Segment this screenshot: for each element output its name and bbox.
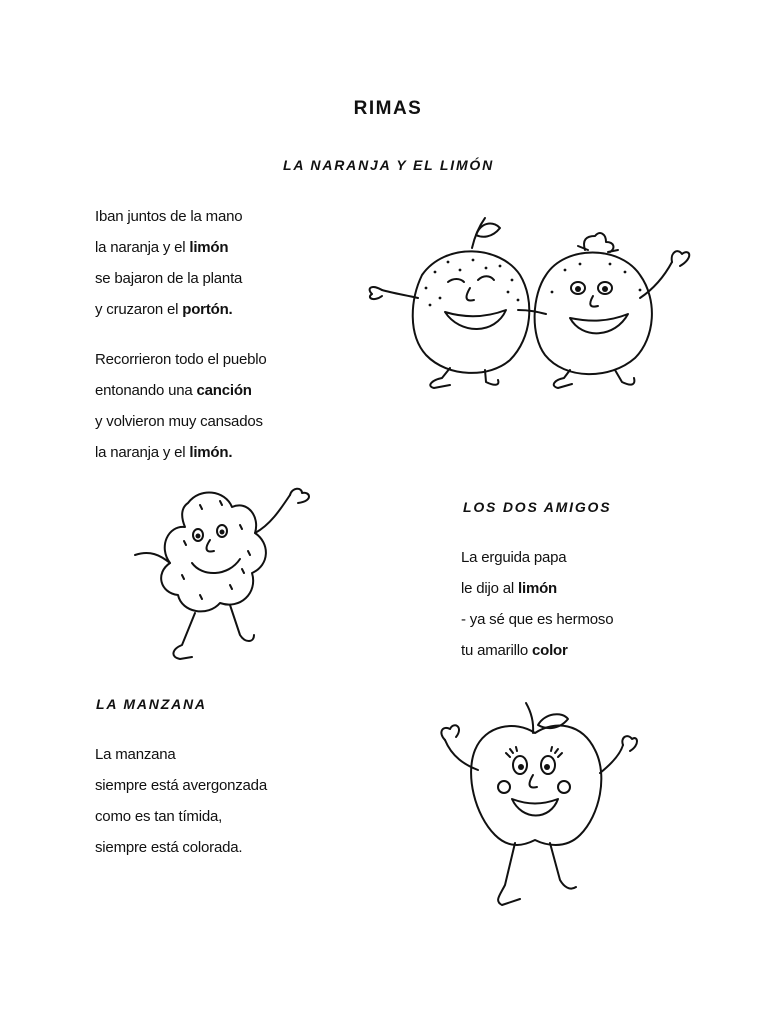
poem3-line: siempre está colorada. bbox=[95, 839, 243, 856]
poem2-line: tu amarillo color bbox=[461, 642, 568, 659]
poem1-line: y volvieron muy cansados bbox=[95, 413, 263, 430]
poem2-line: - ya sé que es hermoso bbox=[461, 611, 614, 628]
poem1-line: entonando una canción bbox=[95, 382, 252, 399]
poem1-line: Recorrieron todo el pueblo bbox=[95, 351, 267, 368]
poem-heading-manzana: LA MANZANA bbox=[96, 696, 207, 712]
page-title: RIMAS bbox=[353, 98, 423, 119]
poem1-line: la naranja y el limón bbox=[95, 239, 229, 256]
poem2-line: La erguida papa bbox=[461, 549, 567, 566]
poem1-line: Iban juntos de la mano bbox=[95, 208, 243, 225]
apple-illustration bbox=[430, 695, 640, 920]
poem1-line: se bajaron de la planta bbox=[95, 270, 243, 287]
poem3-line: La manzana bbox=[95, 746, 176, 763]
poem3-line: siempre está avergonzada bbox=[95, 777, 267, 794]
poem-heading-naranja-limon: LA NARANJA Y EL LIMÓN bbox=[283, 157, 495, 173]
poem2-line: le dijo al limón bbox=[461, 580, 558, 597]
poem3-line: como es tan tímida, bbox=[95, 808, 223, 825]
poem1-line: la naranja y el limón. bbox=[95, 444, 233, 461]
poem-heading-dos-amigos: LOS DOS AMIGOS bbox=[463, 499, 612, 515]
orange-and-lemon-illustration bbox=[360, 210, 700, 395]
potato-illustration bbox=[130, 485, 330, 670]
poem1-line: y cruzaron el portón. bbox=[95, 301, 233, 318]
